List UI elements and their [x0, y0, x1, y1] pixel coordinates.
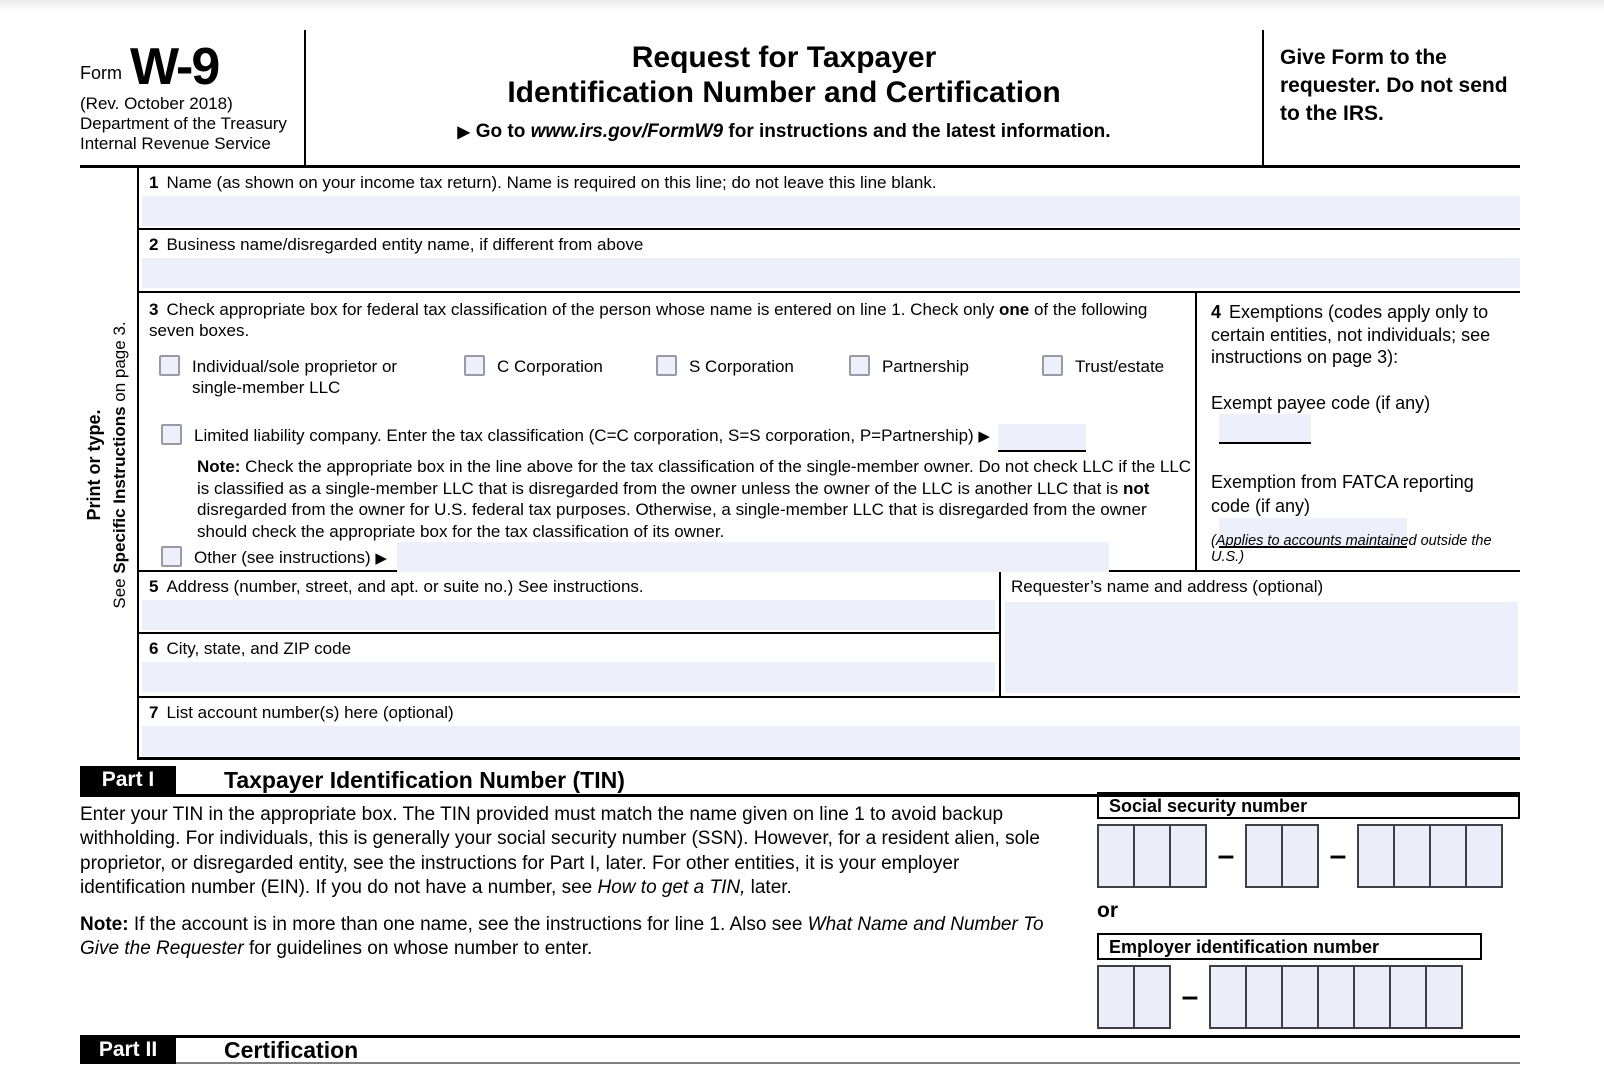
or-label: or	[1097, 899, 1118, 922]
tin-entry-area	[1097, 792, 1520, 1029]
s-corporation-checkbox[interactable]	[656, 355, 677, 376]
llc-checkbox[interactable]	[161, 424, 182, 445]
option-c-corporation: C Corporation	[464, 355, 603, 377]
form-word: Form	[80, 63, 122, 83]
other-arrow-icon: ▶	[375, 550, 387, 567]
tin-digit-cell[interactable]	[1133, 965, 1171, 1029]
part2-header	[80, 1035, 1520, 1064]
line1-name-input[interactable]	[142, 196, 1520, 226]
option-individual: Individual/sole proprietor or single-member LLC	[159, 355, 442, 398]
goto-instructions: ▶ Go to www.irs.gov/FormW9 for instructions and the latest information.	[457, 121, 1111, 142]
part1-instructions	[80, 803, 1065, 962]
ein-label-box: Employer identification number	[1097, 933, 1482, 960]
tin-digit-cell[interactable]	[1133, 824, 1171, 888]
tin-cell-group	[1097, 824, 1207, 888]
tin-instructions-paragraph: Enter your TIN in the appropriate box. The TIN provided must match the name given on line 1 to avoid backup withholding. For individuals, this is generally your social security number (SSN). However, for a resident alien, sole proprietor, or disregarded entity, see the instructions for Part I, later. For other entities, it is your employer identification number (EIN). If you do not have a number, see How to get a TIN, later.	[80, 804, 1040, 898]
tin-digit-cell[interactable]	[1281, 965, 1319, 1029]
line5-address-row	[139, 572, 999, 634]
line5-address-input[interactable]	[142, 600, 995, 630]
part1-badge: Part I	[80, 766, 176, 794]
tin-digit-cell[interactable]	[1393, 824, 1431, 888]
line3-label: 3 Check appropriate box for federal tax classification of the person whose name is entered on line 1. Check only one of the following seven boxes.	[149, 300, 1148, 340]
tin-digit-cell[interactable]	[1353, 965, 1391, 1029]
option-partnership: Partnership	[849, 355, 969, 377]
tin-group-dash: –	[1181, 980, 1199, 1013]
option-trust-estate: Trust/estate	[1042, 355, 1164, 377]
other-checkbox[interactable]	[161, 546, 182, 567]
line5-label: 5 Address (number, street, and apt. or suite no.) See instructions.	[149, 577, 644, 596]
line7-account-input[interactable]	[142, 726, 1520, 756]
tin-digit-cell[interactable]	[1465, 824, 1503, 888]
applies-outside-us-note: (Applies to accounts maintained outside the U.S.)	[1211, 533, 1492, 565]
line7-label: 7 List account number(s) here (optional)	[149, 703, 454, 722]
form-title-block	[306, 30, 1262, 165]
form-fields-area	[137, 168, 1520, 760]
tin-cell-group	[1357, 824, 1503, 888]
line6-label: 6 City, state, and ZIP code	[149, 639, 352, 658]
tin-group-dash: –	[1217, 839, 1235, 872]
irs-url[interactable]: www.irs.gov/FormW9	[530, 121, 724, 142]
tin-digit-cell[interactable]	[1169, 824, 1207, 888]
other-input[interactable]	[397, 542, 1109, 572]
individual-checkbox[interactable]	[159, 355, 180, 376]
tin-digit-cell[interactable]	[1357, 824, 1395, 888]
line1-label: 1 Name (as shown on your income tax return). Name is required on this line; do not leave this line blank.	[149, 173, 937, 192]
give-form-note: Give Form to the requester. Do not send to the IRS.	[1262, 30, 1520, 165]
form-header	[80, 30, 1520, 168]
llc-arrow-icon: ▶	[978, 428, 990, 445]
sidebar-rotated-text	[81, 168, 137, 762]
requester-section	[1001, 572, 1520, 696]
tin-cell-group	[1097, 965, 1171, 1029]
form-title: Request for Taxpayer Identification Number and Certification	[507, 41, 1061, 109]
see-instructions-label: See Specific Instructions on page 3.	[109, 321, 129, 609]
print-or-type-label: Print or type.	[83, 409, 104, 521]
line1-name-row	[139, 168, 1520, 230]
other-label: Other (see instructions) ▶	[194, 548, 387, 567]
tin-cell-group	[1245, 824, 1319, 888]
tin-digit-cell[interactable]	[1245, 965, 1283, 1029]
line4-label: 4 Exemptions (codes apply only to certain entities, not individuals; see instructions on page 3):	[1211, 302, 1491, 367]
line4-exemptions-section	[1197, 293, 1520, 570]
address-column	[139, 572, 1001, 696]
requester-input[interactable]	[1005, 602, 1518, 693]
partnership-checkbox[interactable]	[849, 355, 870, 376]
llc-classification-input[interactable]	[998, 424, 1086, 452]
part2-badge: Part II	[80, 1036, 176, 1064]
trust-estate-checkbox[interactable]	[1042, 355, 1063, 376]
exempt-payee-code-input[interactable]	[1219, 414, 1311, 444]
print-or-type-sidebar	[80, 168, 137, 762]
tin-cell-group	[1209, 965, 1463, 1029]
ssn-cells[interactable]	[1097, 824, 1520, 888]
tin-digit-cell[interactable]	[1425, 965, 1463, 1029]
ein-cells[interactable]	[1097, 965, 1520, 1029]
line6-city-row	[139, 634, 999, 696]
llc-note: Note: Check the appropriate box in the line above for the tax classification of the single-member owner. Do not check LLC if the LLC is classified as a single-member LLC that is disregarded from the owner unless the owner of the LLC is another LLC that is not disregarded from the owner for U.S. federal tax purposes. Otherwise, a single-member LLC that is disregarded from the owner should check the appropriate box for the tax classification of its owner.	[197, 457, 1192, 541]
line7-account-numbers-row	[139, 698, 1520, 760]
tin-digit-cell[interactable]	[1209, 965, 1247, 1029]
address-and-requester-row	[139, 572, 1520, 698]
arrow-icon: ▶	[457, 124, 470, 141]
fatca-label-line2: code (if any)	[1211, 494, 1506, 548]
requester-label: Requester’s name and address (optional)	[1011, 577, 1324, 596]
line6-city-input[interactable]	[142, 662, 995, 692]
exempt-payee-row	[1211, 393, 1506, 444]
page-top-shadow	[0, 0, 1604, 13]
classification-and-exemptions-row	[139, 293, 1520, 572]
tin-digit-cell[interactable]	[1097, 824, 1135, 888]
tin-digit-cell[interactable]	[1245, 824, 1283, 888]
tin-group-dash: –	[1329, 839, 1347, 872]
tin-digit-cell[interactable]	[1097, 965, 1135, 1029]
part1-title: Taxpayer Identification Number (TIN)	[224, 766, 625, 793]
line2-label: 2 Business name/disregarded entity name, if different from above	[149, 235, 644, 254]
tin-digit-cell[interactable]	[1389, 965, 1427, 1029]
fatca-label-line1: Exemption from FATCA reporting	[1211, 471, 1474, 492]
line2-business-name-input[interactable]	[142, 258, 1520, 288]
form-revision: (Rev. October 2018)	[80, 94, 233, 113]
exempt-payee-label: Exempt payee code (if any)	[1211, 392, 1431, 413]
ssn-label-box: Social security number	[1097, 792, 1520, 819]
c-corporation-checkbox[interactable]	[464, 355, 485, 376]
llc-label: Limited liability company. Enter the tax classification (C=C corporation, S=S corporation, P=Partnership) ▶	[194, 426, 990, 445]
line2-business-name-row	[139, 230, 1520, 293]
form-number: W-9	[130, 38, 219, 96]
form-service: Internal Revenue Service	[80, 134, 271, 153]
line3-tax-classification-section	[139, 293, 1197, 570]
option-other	[161, 546, 1109, 572]
tin-digit-cell[interactable]	[1429, 824, 1467, 888]
tin-digit-cell[interactable]	[1317, 965, 1355, 1029]
form-id-block	[80, 30, 306, 165]
tin-note-paragraph: Note: If the account is in more than one name, see the instructions for line 1. Also see What Name and Number To Give the Requester for guidelines on whose number to enter.	[80, 914, 1044, 960]
option-llc	[161, 424, 1086, 452]
tin-digit-cell[interactable]	[1281, 824, 1319, 888]
option-s-corporation: S Corporation	[656, 355, 794, 377]
part2-title: Certification	[224, 1036, 359, 1063]
form-department: Department of the Treasury	[80, 114, 287, 133]
